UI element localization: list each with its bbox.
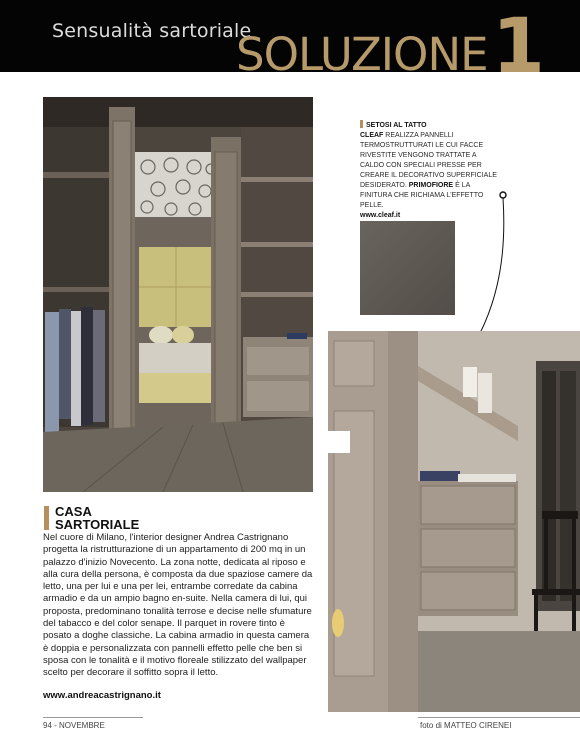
photo-dresser-detail xyxy=(328,331,580,712)
photo-credit-label: foto di xyxy=(420,721,442,730)
sample-illustration xyxy=(360,221,455,315)
sidebar-brand-primofiore: PRIMOFIORE xyxy=(408,182,454,189)
sidebar-brand-cleaf: CLEAF xyxy=(360,132,384,139)
sidebar-url[interactable]: www.cleaf.it xyxy=(360,212,401,219)
article-title xyxy=(44,505,139,531)
page-folio: 94 - NOVEMBRE xyxy=(43,721,105,730)
sidebar-text-1: REALIZZA PANNELLI TERMOSTRUTTURATI LE CUI FACCE RIVESTITE VENGONO TRATTATE A CALDO CON SPECIALI PRESSE PER CREARE IL DECORATIVO SUPERFICIALE DESIDERATO. xyxy=(360,132,497,189)
sidebar-heading: SETOSI AL TATTO xyxy=(366,122,427,129)
header-band xyxy=(0,0,580,90)
sidebar-text-2: È LA FINITURA CHE RICHIAMA L'EFFETTO PELLE. xyxy=(360,182,484,209)
article-title-line-1: CASA xyxy=(55,504,92,519)
kicker-title: Sensualità sartoriale xyxy=(52,20,252,42)
section-title: SOLUZIONE xyxy=(236,28,488,81)
closet-illustration xyxy=(43,97,313,492)
accent-bar xyxy=(44,506,49,530)
photo-material-sample xyxy=(360,221,455,315)
footer-rule-left xyxy=(43,717,143,718)
photo-credit-name: MATTEO CIRENEI xyxy=(444,721,512,730)
accent-bar xyxy=(360,120,363,128)
photo-walk-in-closet xyxy=(43,97,313,492)
article-title-line-2: SARTORIALE xyxy=(55,517,140,532)
dresser-illustration xyxy=(328,331,580,712)
section-number: 1 xyxy=(492,1,545,90)
article-body: Nel cuore di Milano, l'interior designer Andrea Castrignano progetta la ristrutturazione di un appartamento di 200 mq in un palazzo d'inizio Novecento. La zona notte, dedicata al riposo e alla cura della persona, è composta da due spaziose camere da letto, una per lui e una per lei, entrambe corredate da cabina armadio e da un ampio bagno en-suite. Nella camera di lui, qui proposta, predominano tonalità terrose e decise nelle sfumature del tabacco e del color senape. Il parquet in rovere tinto è posato a doghe classiche. La cabina armadio in questa camera è doppia e personalizzata con pannelli effetto pelle che ben si sposa con le tonalità e il motivo floreale stilizzato del wallpaper scelto per decorare il soffitto sopra il letto. xyxy=(43,532,313,679)
footer-rule-right xyxy=(418,717,580,718)
article-url[interactable]: www.andreacastrignano.it xyxy=(43,690,161,701)
photo-credit xyxy=(420,721,511,730)
